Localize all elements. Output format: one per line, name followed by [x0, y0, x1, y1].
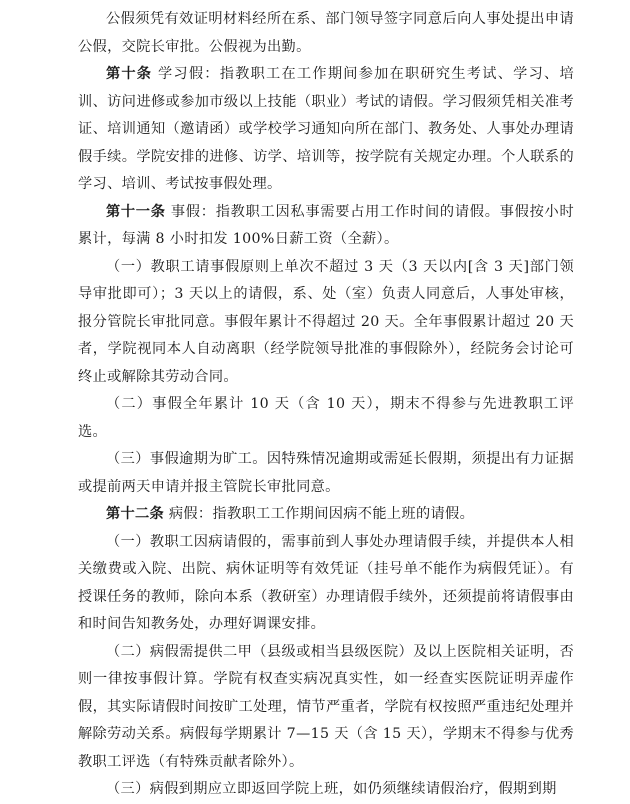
paragraph-article-11-item-3 [78, 446, 574, 501]
paragraph-article-12-item-2 [78, 639, 574, 777]
paragraph-text: 学习假：指教职工在工作期间参加在职研究生考试、学习、培训、访问进修或参加市级以上技能（职业）考试的请假。学习假须凭相关准考证、培训通知（邀请函）或学校学习通知向所在部门、教务处、人事处办理请假手续。学院安排的进修、访学、培训等，按学院有关规定办理。个人联系的学习、培训、考试按事假处理。 [78, 66, 575, 192]
paragraph-text: （一）教职工请事假原则上单次不超过 3 天（3 天以内[含 3 天]部门领导审批即可）；3 天以上的请假，系、处（室）负责人同意后，人事处审核，报分管院长审批同意。事假年累计不得超过 20 天。全年事假累计超过 20 天者，学院视同本人自动离职（经学院领导批准的事假除外），经院务会讨论可终止或解除其劳动合同。 [78, 258, 574, 385]
article-heading: 第十条 [106, 66, 153, 82]
paragraph-article-11-item-1 [78, 254, 574, 392]
paragraph-public-leave [78, 6, 574, 61]
paragraph-text: 病假：指教职工工作期间因病不能上班的请假。 [163, 506, 475, 522]
document-page [78, 6, 574, 804]
paragraph-text: （二）事假全年累计 10 天（含 10 天），期末不得参与先进教职工评选。 [78, 396, 574, 440]
article-heading: 第十二条 [106, 506, 164, 522]
paragraph-text: （一）教职工因病请假的，需事前到人事处办理请假手续，并提供本人相关缴费或入院、出院、病休证明等有效凭证（挂号单不能作为病假凭证）。有授课任务的教师，除向本系（教研室）办理请假手续外，还须提前将请假事由和时间告知教务处，办理好调课安排。 [78, 533, 574, 632]
paragraph-article-12 [78, 501, 574, 529]
paragraph-text: （二）病假需提供二甲（县级或相当县级医院）及以上医院相关证明，否则一律按事假计算。学院有权查实病况真实性，如一经查实医院证明弄虚作假，其实际请假时间按旷工处理，情节严重者，学院有权按照严重违纪处理并解除劳动关系。病假每学期累计 7—15 天（含 15 天），学期末不得参与优秀教职工评选（有特殊贡献者除外）。 [78, 643, 574, 770]
paragraph-text: 公假须凭有效证明材料经所在系、部门领导签字同意后向人事处提出申请公假，交院长审批。公假视为出勤。 [78, 11, 574, 55]
paragraph-article-12-item-1 [78, 529, 574, 639]
paragraph-text: （三）病假到期应立即返回学院上班，如仍须继续请假治疗，假期到期 [106, 781, 557, 797]
paragraph-text: 事假：指教职工因私事需要占用工作时间的请假。事假按小时累计，每满 8 小时扣发 100%日薪工资（全薪）。 [78, 203, 575, 247]
paragraph-article-10 [78, 61, 574, 199]
paragraph-article-12-item-3 [78, 776, 574, 804]
paragraph-article-11 [78, 199, 574, 254]
article-heading: 第十一条 [106, 203, 166, 220]
paragraph-article-11-item-2 [78, 391, 574, 446]
paragraph-text: （三）事假逾期为旷工。因特殊情况逾期或需延长假期，须提出有力证据或提前两天申请并报主管院长审批同意。 [78, 451, 574, 495]
